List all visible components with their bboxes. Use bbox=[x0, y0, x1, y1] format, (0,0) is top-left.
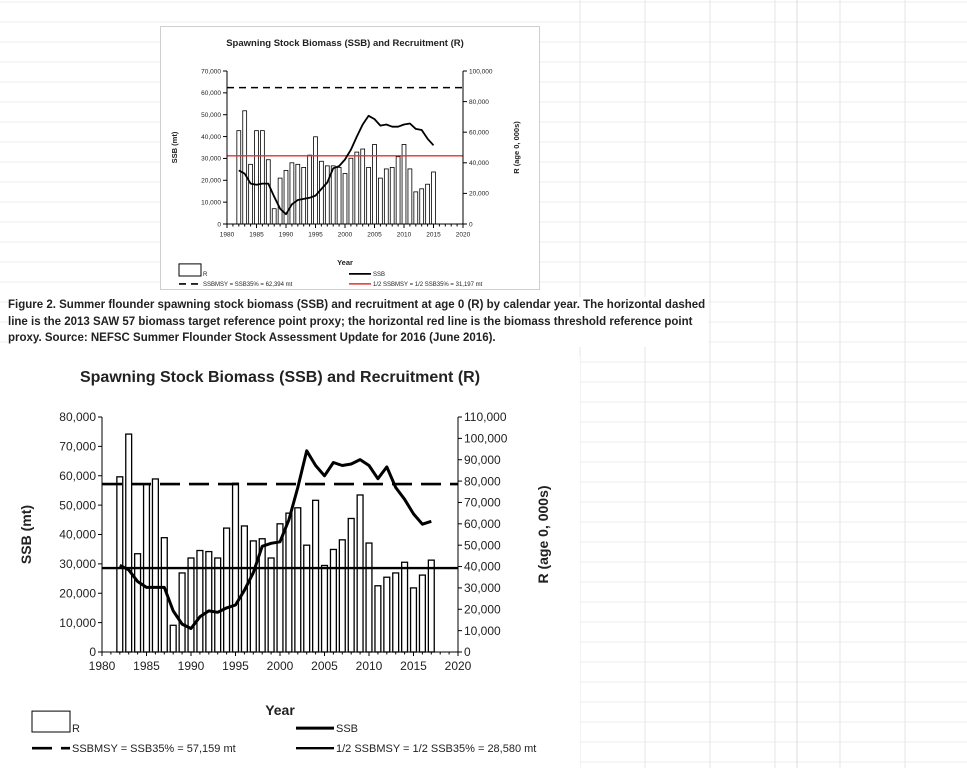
recruitment-bar bbox=[188, 558, 194, 652]
legend-r-label: R bbox=[203, 272, 208, 278]
recruitment-bar bbox=[393, 573, 399, 652]
x-tick-label: 2015 bbox=[426, 231, 441, 239]
recruitment-bar bbox=[420, 189, 424, 224]
y-axis-label: SSB (mt) bbox=[170, 131, 179, 164]
recruitment-bar bbox=[432, 172, 436, 224]
x-tick-label: 2020 bbox=[455, 231, 471, 239]
recruitment-bar bbox=[384, 169, 388, 224]
y2-tick-label: 80,000 bbox=[469, 98, 489, 106]
legend-threshold-label: 1/2 SSBMSY = 1/2 SSB35% = 28,580 mt bbox=[336, 743, 537, 755]
recruitment-bar bbox=[322, 565, 328, 652]
x-tick-label: 1985 bbox=[249, 231, 264, 239]
y-tick-label: 80,000 bbox=[59, 410, 96, 425]
y2-tick-label: 40,000 bbox=[464, 559, 501, 574]
recruitment-bar bbox=[408, 169, 412, 224]
y-tick-label: 50,000 bbox=[201, 111, 221, 119]
recruitment-bar bbox=[295, 508, 301, 652]
legend-target-label: SSBMSY = SSB35% = 57,159 mt bbox=[72, 743, 236, 755]
recruitment-bar bbox=[302, 167, 306, 224]
recruitment-bar bbox=[266, 160, 270, 224]
recruitment-bar bbox=[260, 131, 264, 224]
chart-top-panel bbox=[160, 26, 540, 290]
recruitment-bar bbox=[224, 528, 230, 652]
y2-tick-label: 100,000 bbox=[464, 431, 508, 446]
recruitment-bar bbox=[272, 209, 276, 224]
x-tick-label: 1985 bbox=[133, 659, 160, 673]
y-tick-label: 70,000 bbox=[201, 68, 221, 76]
y2-tick-label: 50,000 bbox=[464, 538, 501, 553]
y-tick-label: 0 bbox=[89, 645, 96, 660]
recruitment-bar bbox=[361, 149, 365, 224]
recruitment-bar bbox=[249, 164, 253, 224]
y-tick-label: 60,000 bbox=[59, 468, 96, 483]
x-tick-label: 1995 bbox=[308, 231, 323, 239]
recruitment-bar bbox=[117, 477, 123, 652]
y-tick-label: 10,000 bbox=[201, 199, 221, 207]
recruitment-bar bbox=[378, 178, 382, 224]
recruitment-bar bbox=[411, 588, 417, 652]
recruitment-bar bbox=[296, 164, 300, 224]
recruitment-bar bbox=[396, 157, 400, 224]
y2-tick-label: 10,000 bbox=[464, 623, 501, 638]
recruitment-bar bbox=[243, 111, 247, 224]
y2-tick-label: 60,000 bbox=[464, 517, 501, 532]
recruitment-bar bbox=[237, 131, 241, 224]
y2-tick-label: 40,000 bbox=[469, 160, 489, 168]
y-tick-label: 20,000 bbox=[59, 586, 96, 601]
recruitment-bar bbox=[126, 434, 132, 652]
chart-bottom-svg bbox=[0, 356, 580, 768]
x-tick-label: 2005 bbox=[311, 659, 338, 673]
chart-bottom-panel bbox=[0, 356, 580, 768]
y-tick-label: 30,000 bbox=[59, 557, 96, 572]
recruitment-bar bbox=[348, 518, 354, 652]
legend-r-swatch bbox=[179, 264, 201, 276]
legend-ssb-label: SSB bbox=[373, 272, 386, 278]
x-tick-label: 2000 bbox=[337, 231, 353, 239]
y2-tick-label: 110,000 bbox=[464, 410, 507, 425]
x-tick-label: 1990 bbox=[278, 231, 294, 239]
y2-tick-label: 70,000 bbox=[464, 495, 501, 510]
recruitment-bar bbox=[278, 178, 282, 224]
y2-axis-label: R (age 0, 000s) bbox=[535, 485, 551, 584]
recruitment-bar bbox=[349, 158, 353, 224]
chart-title: Spawning Stock Biomass (SSB) and Recruitment (R) bbox=[79, 369, 481, 386]
x-tick-label: 2005 bbox=[367, 231, 382, 239]
recruitment-bar bbox=[255, 131, 259, 224]
recruitment-bar bbox=[308, 155, 312, 224]
recruitment-bar bbox=[215, 558, 221, 652]
y2-tick-label: 100,000 bbox=[469, 68, 493, 76]
legend-target-label: SSBMSY = SSB35% = 62,394 mt bbox=[203, 282, 293, 288]
recruitment-bar bbox=[419, 575, 425, 652]
x-axis-label: Year bbox=[265, 702, 295, 718]
y-tick-label: 40,000 bbox=[59, 527, 96, 542]
recruitment-bar bbox=[206, 552, 212, 652]
recruitment-bar bbox=[330, 549, 336, 652]
y2-tick-label: 0 bbox=[469, 221, 473, 229]
y2-tick-label: 20,000 bbox=[464, 602, 501, 617]
recruitment-bar bbox=[337, 167, 341, 224]
recruitment-bar bbox=[357, 495, 363, 652]
recruitment-bar bbox=[331, 166, 335, 224]
legend-r-swatch bbox=[32, 711, 70, 732]
recruitment-bar bbox=[343, 174, 347, 224]
recruitment-bar bbox=[304, 545, 310, 652]
recruitment-bar bbox=[414, 192, 418, 224]
recruitment-bar bbox=[428, 560, 434, 652]
legend-ssb-label: SSB bbox=[336, 723, 359, 735]
y-tick-label: 60,000 bbox=[201, 90, 221, 98]
recruitment-bar bbox=[426, 184, 430, 224]
recruitment-bar bbox=[355, 152, 359, 224]
y-tick-label: 30,000 bbox=[201, 155, 221, 163]
recruitment-bar bbox=[319, 161, 323, 224]
recruitment-bar bbox=[179, 573, 185, 652]
recruitment-bar bbox=[339, 540, 345, 652]
figure-caption: Figure 2. Summer flounder spawning stock biomass (SSB) and recruitment at age 0 (R) by calendar year. The horizontal dashed line is the 2013 SAW 57 biomass target reference point proxy; the horizontal red line is the biomass threshold reference point proxy. Source: NEFSC Summer Flounder Stock Assessment Update for 2016 (June 2016). bbox=[8, 297, 708, 347]
recruitment-bar bbox=[384, 577, 390, 652]
recruitment-bar bbox=[286, 513, 292, 652]
x-tick-label: 2020 bbox=[444, 659, 472, 673]
y-axis-label: SSB (mt) bbox=[18, 504, 34, 565]
x-tick-label: 2010 bbox=[355, 659, 383, 673]
recruitment-bar bbox=[250, 541, 256, 652]
recruitment-bar bbox=[290, 163, 294, 224]
recruitment-bar bbox=[366, 543, 372, 652]
recruitment-bar bbox=[390, 167, 394, 224]
recruitment-bar bbox=[268, 558, 274, 652]
y2-tick-label: 30,000 bbox=[464, 581, 501, 596]
y2-tick-label: 90,000 bbox=[464, 452, 501, 467]
chart-title: Spawning Stock Biomass (SSB) and Recruitment (R) bbox=[226, 38, 464, 49]
x-tick-label: 2010 bbox=[396, 231, 412, 239]
x-tick-label: 1990 bbox=[177, 659, 205, 673]
x-tick-label: 1980 bbox=[219, 231, 235, 239]
recruitment-bar bbox=[375, 586, 381, 652]
y-tick-label: 10,000 bbox=[59, 615, 96, 630]
recruitment-bar bbox=[314, 137, 318, 224]
legend-r-label: R bbox=[72, 723, 80, 735]
y2-tick-label: 0 bbox=[464, 645, 471, 660]
recruitment-bar bbox=[197, 551, 203, 652]
y2-tick-label: 80,000 bbox=[464, 474, 501, 489]
y2-tick-label: 60,000 bbox=[469, 129, 489, 137]
x-tick-label: 2000 bbox=[266, 659, 294, 673]
y2-tick-label: 20,000 bbox=[469, 190, 489, 198]
y-tick-label: 0 bbox=[217, 221, 221, 229]
x-tick-label: 1995 bbox=[222, 659, 249, 673]
x-tick-label: 2015 bbox=[400, 659, 427, 673]
recruitment-bar bbox=[402, 562, 408, 652]
y-tick-label: 70,000 bbox=[59, 439, 96, 454]
y-tick-label: 40,000 bbox=[201, 133, 221, 141]
recruitment-bar bbox=[170, 625, 176, 652]
recruitment-bar bbox=[367, 167, 371, 224]
recruitment-bar bbox=[325, 166, 329, 224]
x-axis-label: Year bbox=[337, 258, 353, 267]
chart-top-svg bbox=[161, 27, 539, 289]
recruitment-bar bbox=[152, 479, 158, 652]
recruitment-bar bbox=[313, 500, 319, 652]
y2-axis-label: R (age 0, 000s) bbox=[512, 121, 521, 174]
recruitment-bar bbox=[284, 170, 288, 224]
y-tick-label: 20,000 bbox=[201, 177, 221, 185]
x-tick-label: 1980 bbox=[88, 659, 116, 673]
legend-threshold-label: 1/2 SSBMSY = 1/2 SSB35% = 31,197 mt bbox=[373, 282, 483, 288]
y-tick-label: 50,000 bbox=[59, 498, 96, 513]
